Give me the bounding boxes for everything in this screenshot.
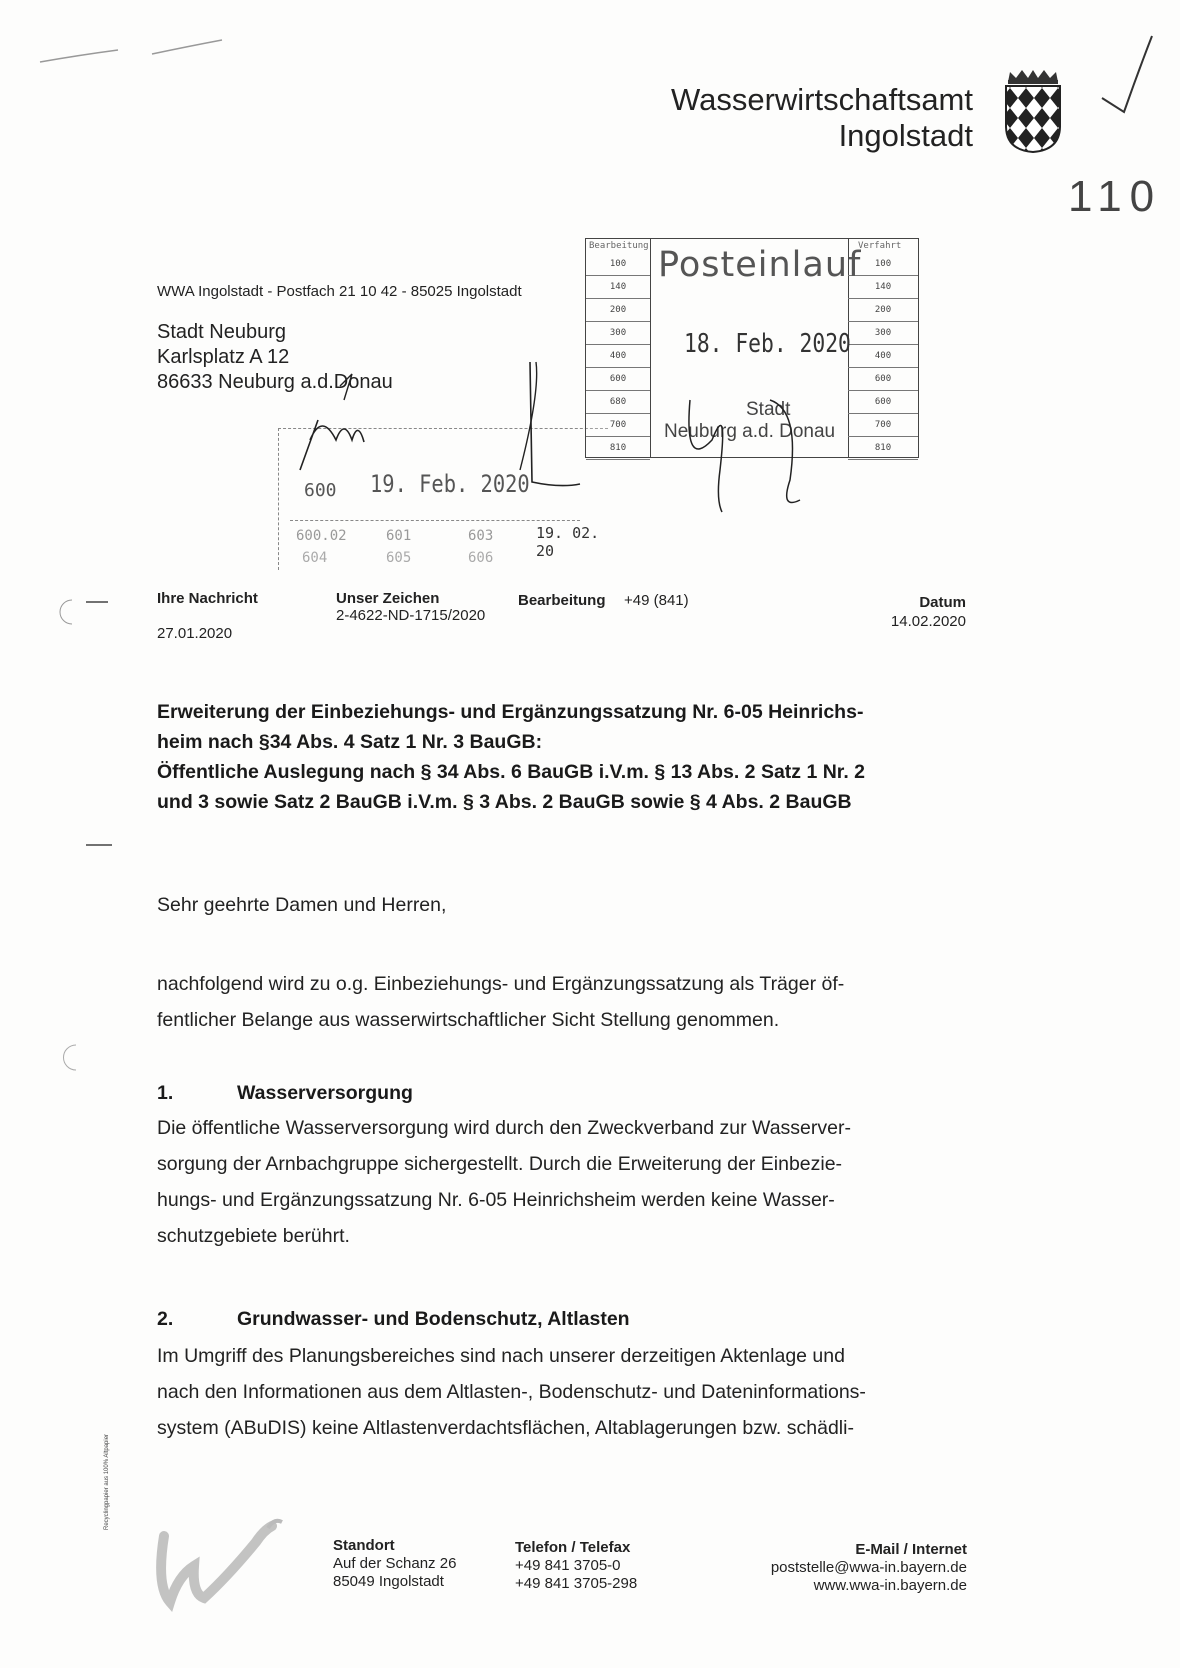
email-label: E-Mail / Internet	[855, 1541, 967, 1558]
received-right-code: 300	[848, 322, 918, 345]
received-stamp-city-2: Neuburg a.d. Donau	[664, 421, 836, 442]
received-left-code: 140	[586, 276, 650, 299]
agency-line-2: Ingolstadt	[838, 118, 973, 153]
date-value: 14.02.2020	[890, 613, 966, 630]
section-1-number: 1.	[157, 1082, 174, 1104]
section-2-body	[157, 1338, 866, 1446]
section-1-line: schutzgebiete berührt.	[157, 1225, 350, 1247]
phone-label: Telefon / Telefax	[515, 1539, 631, 1556]
forward-stamp-row2-c: 606	[468, 550, 494, 566]
subject-line: Erweiterung der Einbeziehungs- und Ergänzungssatzung Nr. 6-05 Heinrichs-	[157, 701, 864, 723]
intro-line: nachfolgend wird zu o.g. Einbeziehungs- und Ergänzungssatzung als Träger öf-	[157, 973, 845, 995]
received-right-code: 600	[848, 368, 918, 391]
forward-stamp-short-date: 19. 02. 20	[536, 524, 600, 560]
received-left-label: Bearbeitung	[589, 241, 649, 251]
received-right-code: 700	[848, 414, 918, 437]
received-right-code: 100	[848, 253, 918, 276]
section-2-number: 2.	[157, 1308, 174, 1330]
section-2-title: Grundwasser- und Bodenschutz, Altlasten	[237, 1308, 630, 1330]
subject-line: heim nach §34 Abs. 4 Satz 1 Nr. 3 BauGB:	[157, 731, 543, 753]
processing-label: Bearbeitung	[518, 592, 606, 609]
section-2-line: nach den Informationen aus dem Altlasten-, Bodenschutz- und Dateninformations-	[157, 1381, 866, 1403]
forward-stamp-row2-b: 605	[386, 550, 412, 566]
bavarian-crest-icon	[1002, 68, 1064, 154]
received-stamp-city-1: Stadt	[746, 399, 791, 420]
received-left-code: 300	[586, 322, 650, 345]
received-left-code: 100	[586, 253, 650, 276]
checkmark-icon	[1102, 36, 1152, 112]
recipient-line-3: 86633 Neuburg a.d.Donau	[157, 371, 393, 393]
sender-line: WWA Ingolstadt - Postfach 21 10 42 - 85025 Ingolstadt	[157, 283, 522, 300]
our-ref-label: Unser Zeichen	[336, 590, 440, 607]
received-right-code: 600	[848, 391, 918, 414]
section-1-body	[157, 1110, 851, 1254]
subject-line: und 3 sowie Satz 2 BauGB i.V.m. § 3 Abs. 2 BauGB sowie § 4 Abs. 2 BauGB	[157, 791, 852, 813]
received-left-codes	[586, 253, 650, 460]
fax-number: +49 841 3705-298	[515, 1575, 638, 1592]
watermark-logo	[148, 1506, 298, 1616]
intro-paragraph	[157, 966, 844, 1038]
subject-line: Öffentliche Auslegung nach § 34 Abs. 6 BauGB i.V.m. § 13 Abs. 2 Satz 1 Nr. 2	[157, 761, 865, 783]
received-right-code: 400	[848, 345, 918, 368]
our-ref-value: 2-4622-ND-1715/2020	[336, 607, 486, 624]
received-right-code: 140	[848, 276, 918, 299]
footer-location	[333, 1537, 456, 1591]
forward-stamp	[278, 428, 608, 570]
your-message-date: 27.01.2020	[157, 625, 233, 642]
received-left-code: 400	[586, 345, 650, 368]
received-stamp-date: 18. Feb. 2020	[684, 329, 851, 359]
received-right-code: 810	[848, 437, 918, 460]
received-right-code: 200	[848, 299, 918, 322]
received-left-code: 810	[586, 437, 650, 460]
location-line-2: 85049 Ingolstadt	[333, 1573, 444, 1590]
received-stamp-title: Posteinlauf	[658, 245, 862, 285]
footer-phone	[515, 1539, 637, 1593]
email-address[interactable]: poststelle@wwa-in.bayern.de	[770, 1559, 967, 1576]
intro-line: fentlicher Belange aus wasserwirtschaftlicher Sicht Stellung genommen.	[157, 1009, 780, 1031]
forward-stamp-row1-a: 600.02	[296, 528, 347, 544]
section-2-line: Im Umgriff des Planungsbereiches sind nach unserer derzeitigen Aktenlage und	[157, 1345, 845, 1367]
forward-stamp-date: 19. Feb. 2020	[370, 470, 530, 498]
received-right-label: Verfahrt	[858, 241, 902, 251]
received-left-code: 700	[586, 414, 650, 437]
location-line-1: Auf der Schanz 26	[333, 1555, 457, 1572]
section-2-line: system (ABuDIS) keine Altlastenverdachtsflächen, Altablagerungen bzw. schädli-	[157, 1417, 854, 1439]
website-link[interactable]: www.wwa-in.bayern.de	[813, 1577, 967, 1594]
subject	[157, 697, 947, 817]
agency-line-1: Wasserwirtschaftsamt	[670, 82, 973, 117]
received-stamp	[585, 238, 919, 458]
forward-stamp-row1-b: 601	[386, 528, 412, 544]
forward-stamp-row1-c: 603	[468, 528, 494, 544]
received-left-code: 600	[586, 368, 650, 391]
section-1-line: Die öffentliche Wasserversorgung wird durch den Zweckverband zur Wasserver-	[157, 1117, 851, 1139]
recipient-line-2: Karlsplatz A 12	[157, 346, 290, 368]
section-1-line: sorgung der Arnbachgruppe sichergestellt. Durch die Erweiterung der Einbezie-	[157, 1153, 843, 1175]
date-label: Datum	[919, 594, 966, 611]
page-number: 110	[1068, 172, 1163, 221]
forward-stamp-row2-a: 604	[302, 550, 328, 566]
section-1-line: hungs- und Ergänzungssatzung Nr. 6-05 Heinrichsheim werden keine Wasser-	[157, 1189, 835, 1211]
recipient-address	[157, 320, 393, 395]
received-left-code: 200	[586, 299, 650, 322]
your-message-label: Ihre Nachricht	[157, 590, 258, 607]
agency-name	[671, 82, 973, 154]
footer-contact	[771, 1541, 967, 1595]
salutation: Sehr geehrte Damen und Herren,	[157, 894, 447, 916]
recycle-note: Recyclingpapier aus 100% Altpapier	[104, 1433, 110, 1530]
processing-phone: +49 (841)	[624, 592, 689, 609]
received-left-code: 680	[586, 391, 650, 414]
section-1-title: Wasserversorgung	[237, 1082, 413, 1104]
phone-number: +49 841 3705-0	[515, 1557, 621, 1574]
forward-stamp-code: 600	[304, 480, 337, 501]
location-label: Standort	[333, 1537, 395, 1554]
recipient-line-1: Stadt Neuburg	[157, 321, 286, 343]
